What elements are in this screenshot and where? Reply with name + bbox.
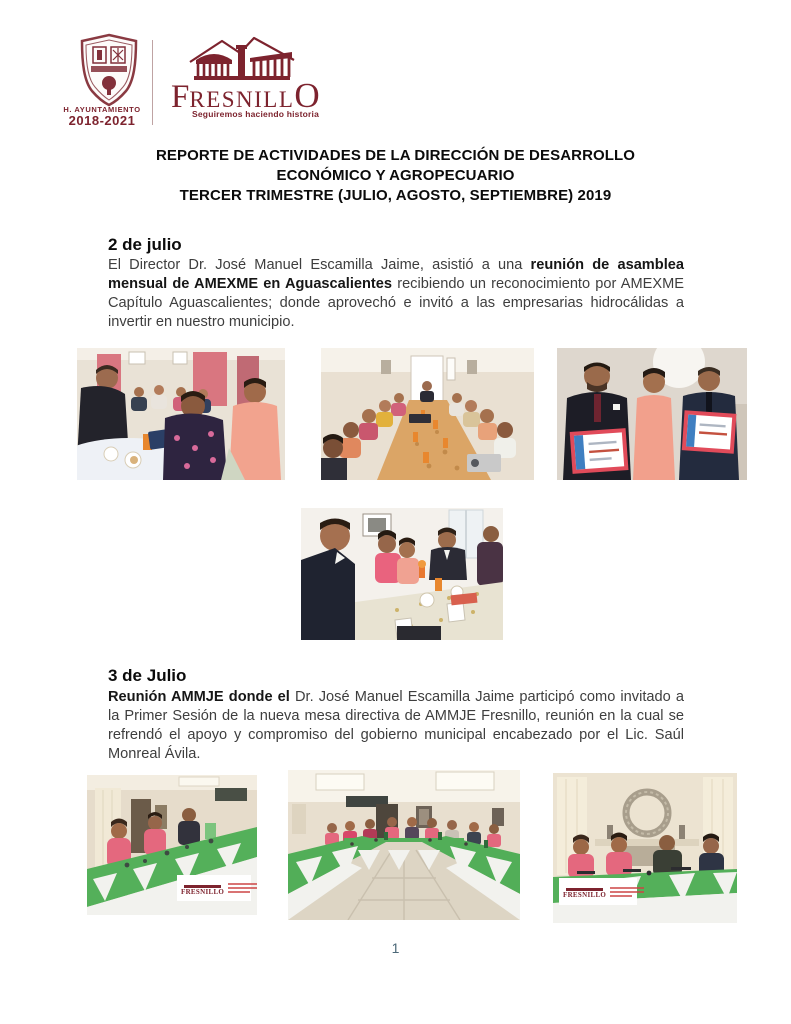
fresnillo-watermark-icon: FRESNILLO bbox=[181, 881, 224, 896]
photo-ammje-head-table bbox=[553, 773, 737, 923]
watermark-text-lines bbox=[228, 883, 257, 893]
watermark-text-lines bbox=[610, 887, 644, 897]
title-line-3: TERCER TRIMESTRE (JULIO, AGOSTO, SEPTIEMBRE) 2019 bbox=[179, 187, 612, 204]
title-line-1: REPORTE DE ACTIVIDADES DE LA DIRECCIÓN DE DESARROLLO bbox=[155, 147, 636, 164]
para2-seg1-bold: Reunión AMMJE donde el bbox=[108, 689, 295, 705]
para1-seg1: El Director Dr. José Manuel Escamilla Jaime, asistió a una bbox=[108, 257, 531, 273]
document-title bbox=[0, 146, 791, 206]
wordmark-middle: RESNILL bbox=[189, 87, 295, 112]
section-heading-3-julio: 3 de Julio bbox=[108, 666, 187, 685]
photo-ammje-u-tables bbox=[288, 770, 520, 920]
photo-certificates bbox=[557, 348, 747, 480]
section-paragraph-2-julio bbox=[108, 256, 684, 332]
brand-tagline: Seguiremos haciendo historia bbox=[192, 109, 319, 119]
photo-breakfast-table bbox=[301, 508, 503, 640]
crest-caption-line1: H. AYUNTAMIENTO bbox=[63, 105, 141, 114]
para1-seg2-bold: reunión de asamblea mensual de AMEXME en Aguascalientes bbox=[108, 257, 684, 292]
title-line-2: ECONÓMICO Y AGROPECUARIO bbox=[276, 167, 515, 184]
para1-seg3: recibiendo un reconocimiento por AMEXME Capítulo Aguascalientes; donde aprovechó e invitó a las empresarias hidrocálidas a invertir en nuestro municipio. bbox=[108, 276, 684, 330]
para2-seg2: Dr. José Manuel Escamilla Jaime participó como invitado a la Primer Sesión de la nueva mesa directiva de AMMJE Fresnillo, reunión en la cual se refrendó el apoyo y compromiso del gobierno municipal encabezado por el Lic. Saúl Monreal Ávila. bbox=[108, 689, 684, 762]
page-number: 1 bbox=[391, 940, 400, 956]
photo-amexme-round-table bbox=[77, 348, 285, 480]
crest-caption-line2: 2018-2021 bbox=[68, 112, 136, 128]
photo-ammje-green-table-left bbox=[87, 775, 257, 915]
section-heading-2-julio: 2 de julio bbox=[108, 235, 182, 254]
wordmark-last-letter: O bbox=[294, 76, 320, 115]
header-divider bbox=[152, 40, 153, 125]
fresnillo-watermark-badge bbox=[559, 878, 637, 905]
photo-amexme-long-table bbox=[321, 348, 534, 480]
fresnillo-watermark-icon: FRESNILLO bbox=[563, 884, 606, 899]
section-paragraph-3-julio bbox=[108, 688, 684, 764]
municipal-crest-icon bbox=[78, 33, 140, 107]
wordmark-first-letter: F bbox=[171, 79, 190, 115]
fresnillo-watermark-badge bbox=[177, 875, 251, 901]
crest-caption bbox=[52, 106, 152, 128]
